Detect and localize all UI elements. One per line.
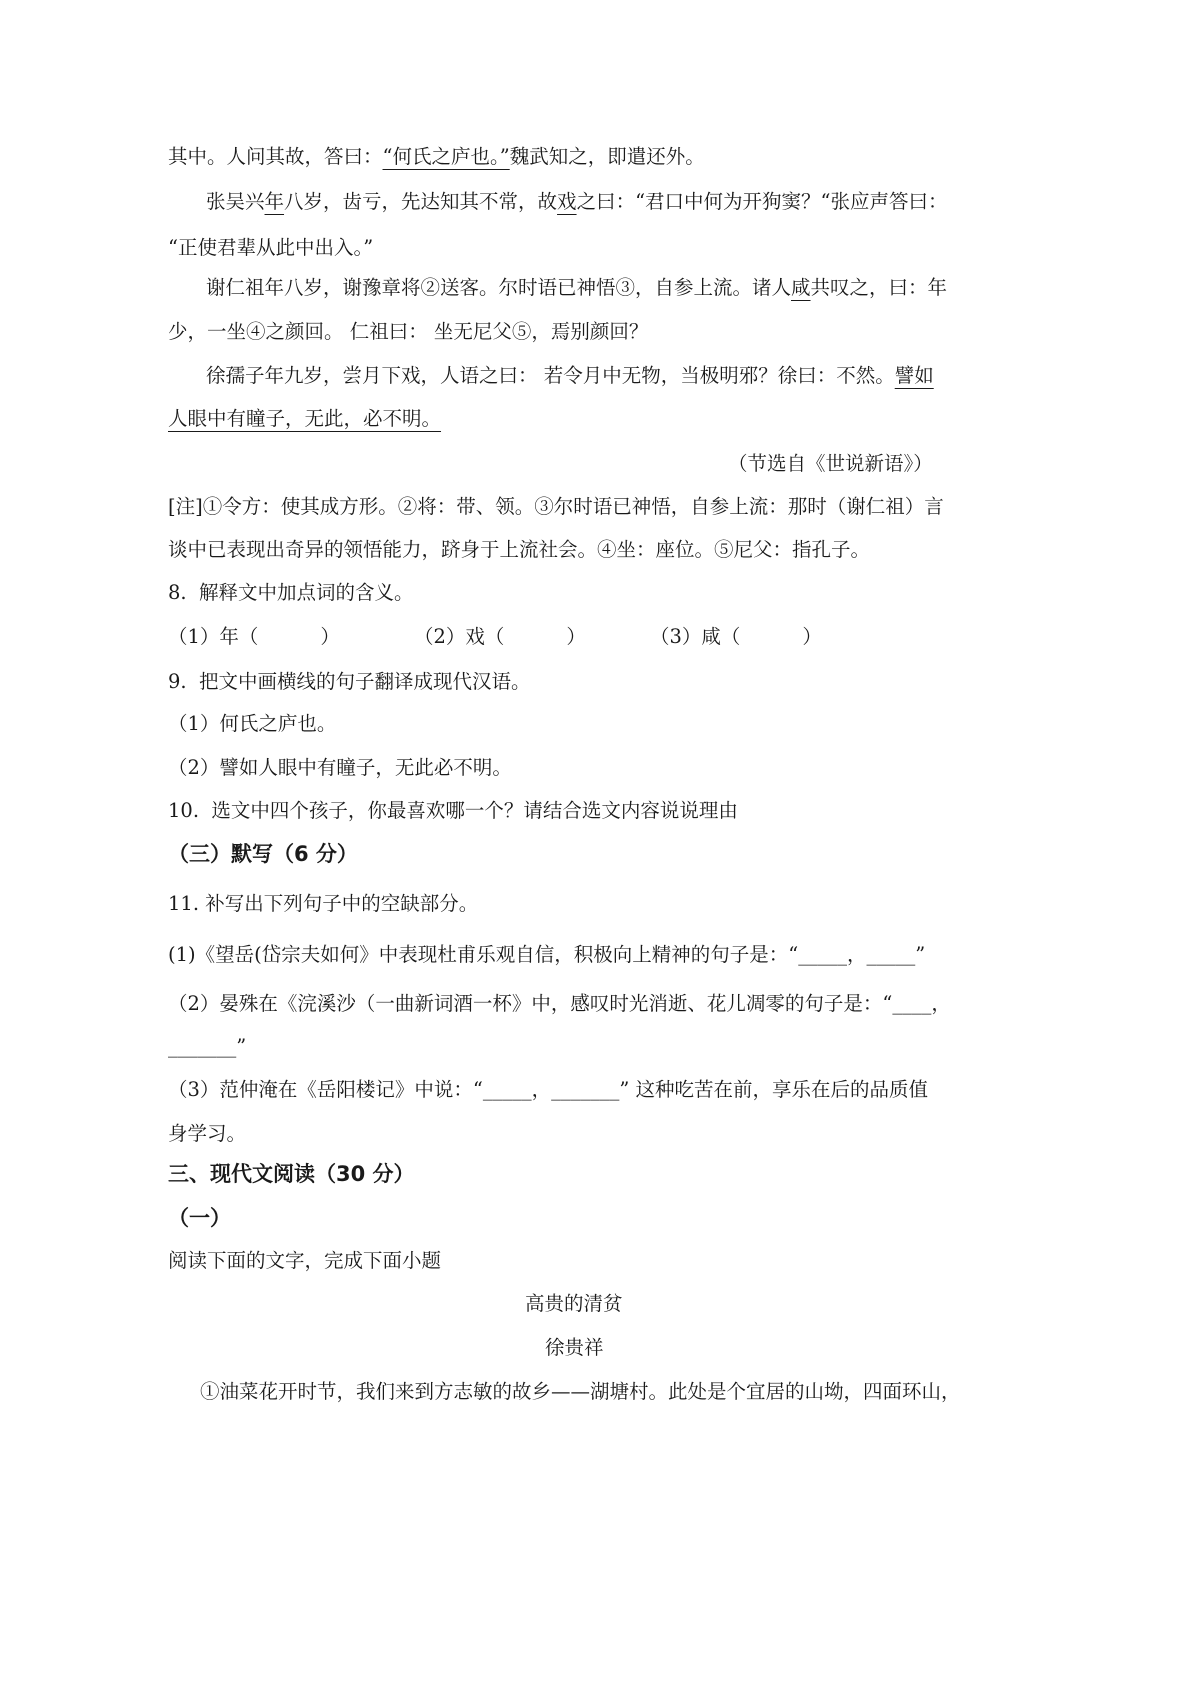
question-9-item-1: （1）何氏之庐也。 [168, 712, 337, 735]
part-3-heading: 三、现代文阅读（30 分） [168, 1162, 415, 1186]
passage-line-5: 少，一坐④之颜回。 仁祖曰： 坐无尼父⑤，焉别颜回？ [168, 320, 649, 343]
question-9-stem: 9. 把文中画横线的句子翻译成现代汉语。 [168, 670, 531, 693]
passage-line-4: 谢仁祖年八岁，谢豫章将②送客。尔时语已神悟③，自参上流。诸人咸共叹之，曰：年 [206, 276, 948, 299]
dotted-word-nian: 年 [264, 190, 285, 213]
question-11-item-1: (1)《望岳(岱宗夫如何》中表现杜甫乐观自信，积极向上精神的句子是：“_____，_____” [168, 943, 926, 966]
question-9-item-2: （2）譬如人眼中有瞳子，无此必不明。 [168, 756, 512, 779]
question-11-item-2a: （2）晏殊在《浣溪沙（一曲新词酒一杯》中，感叹时光消逝、花儿凋零的句子是：“____， [168, 992, 951, 1015]
note-line-1: [注]①令方：使其成方形。②将：带、领。③尔时语已神悟，自参上流：那时（谢仁祖）言 [168, 495, 944, 518]
underlined-sentence-2a: 譬如 [894, 364, 934, 387]
question-8-item-3: （3）咸（ ） [650, 625, 822, 648]
article-author: 徐贵祥 [545, 1336, 604, 1359]
dotted-word-xian: 咸 [791, 276, 811, 299]
question-11-item-2b: _______” [168, 1035, 247, 1058]
section-3-heading: （三）默写（6 分） [168, 842, 358, 866]
question-8-item-1: （1）年（ ） [168, 625, 340, 648]
article-title: 高贵的清贫 [525, 1292, 623, 1315]
passage-line-2: 张吴兴年八岁，齿亏，先达知其不常，故戏之曰：“君口中何为开狗窦？“张应声答曰： [206, 190, 948, 213]
question-11-stem: 11. 补写出下列句子中的空缺部分。 [168, 892, 479, 915]
reading-instruction: 阅读下面的文字，完成下面小题 [168, 1249, 442, 1272]
question-8-stem: 8. 解释文中加点词的含义。 [168, 581, 414, 604]
underlined-sentence-1: “何氏之庐也。” [382, 145, 510, 168]
dotted-word-xi: 戏 [557, 190, 577, 213]
underlined-sentence-2b: 人眼中有瞳子，无此，必不明。 [168, 407, 442, 430]
passage-line-6: 徐孺子年九岁，尝月下戏，人语之曰： 若令月中无物，当极明邪？徐曰：不然。譬如 [206, 364, 934, 387]
note-line-2: 谈中已表现出奇异的领悟能力，跻身于上流社会。④坐：座位。⑤尼父：指孔子。 [168, 538, 871, 561]
passage-source: （节选自《世说新语》） [728, 452, 933, 475]
article-paragraph-1: ①油菜花开时节，我们来到方志敏的故乡——湖塘村。此处是个宜居的山坳，四面环山， [200, 1380, 961, 1403]
question-10-stem: 10. 选文中四个孩子，你最喜欢哪一个？请结合选文内容说说理由 [168, 799, 738, 822]
passage-line-3: “正使君辈从此中出入。” [168, 236, 374, 259]
question-11-item-3b: 身学习。 [168, 1122, 247, 1145]
subsection-1-heading: （一） [168, 1206, 231, 1230]
question-8-item-2: （2）戏（ ） [414, 625, 586, 648]
passage-line-1: 其中。人问其故，答曰：“何氏之庐也。”魏武知之，即遣还外。 [168, 145, 705, 168]
question-11-item-3a: （3）范仲淹在《岳阳楼记》中说：“_____，_______” 这种吃苦在前，享乐在后的品质值 [168, 1078, 929, 1101]
